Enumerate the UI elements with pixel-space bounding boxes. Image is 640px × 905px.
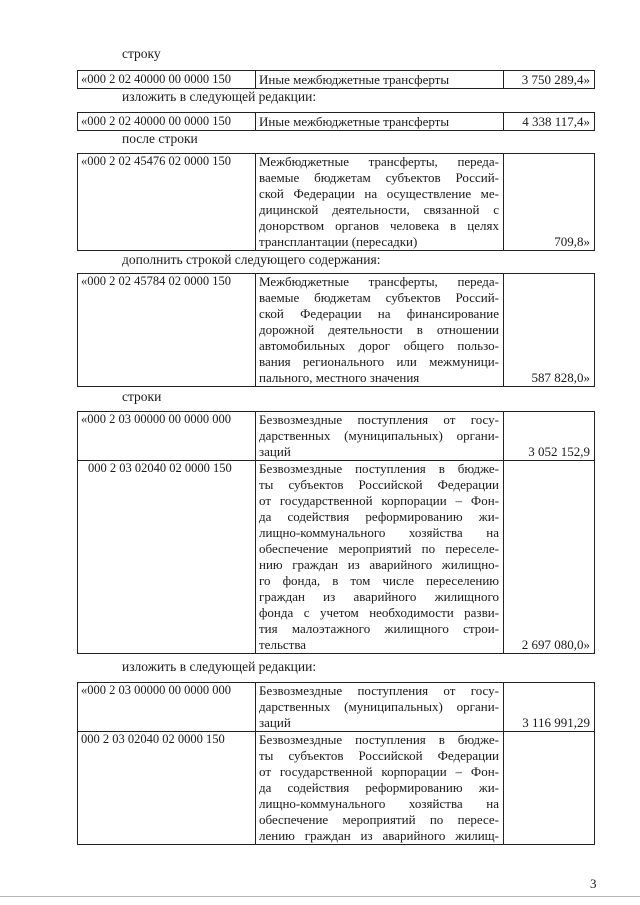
income-name-cell [256,274,504,387]
kbk-code-cell: «000 2 02 40000 00 0000 150 [78,113,256,131]
amount-cell: 587 828,0» [504,274,595,387]
name-line: автомобильных дорог общего пользо- [259,338,499,353]
name-line: тельства [259,637,307,652]
name-line: лищно-коммунального хозяйства на [259,525,499,540]
name-line: Безвозмездные поступления от госу- [259,683,499,698]
budget-table-3 [77,153,595,251]
kbk-code-cell: «000 2 03 00000 00 0000 000 [78,683,256,732]
name-line: ты субъектов Российской Федерации [259,477,499,492]
income-name-cell: Иные межбюджетные трансферты [256,71,504,89]
amount-cell: 3 052 152,9 [504,412,595,461]
name-line: лищно-коммунального хозяйства на [259,796,499,811]
name-line: Межбюджетные трансферты, переда- [259,274,499,289]
table-row [78,154,595,251]
name-line: Межбюджетные трансферты, переда- [259,154,499,169]
name-line: ской Федерации на осуществление ме- [259,186,499,201]
kbk-code-cell: 000 2 03 02040 02 0000 150 [78,461,256,654]
name-line: заций [259,715,291,730]
name-line: заций [259,444,291,459]
name-line: ской Федерации на финансирование [259,306,499,321]
table-row [78,412,595,461]
table-row [78,113,595,131]
amount-cell: 4 338 117,4» [504,113,595,131]
kbk-code-cell: «000 2 02 45476 02 0000 150 [78,154,256,251]
name-line: Безвозмездные поступления в бюдже- [259,461,499,476]
name-line: обеспечение мероприятий по пересе- [259,812,499,827]
kbk-code-cell: «000 2 02 40000 00 0000 150 [78,71,256,89]
name-line: ваемые бюджетам субъектов Россий- [259,170,499,185]
name-line: вания регионального или межмуници- [259,354,499,369]
name-line: граждан из аварийного жилищного [259,589,499,604]
name-line: дарственных (муниципальных) органи- [259,428,499,443]
name-line: обеспечение мероприятий по переселе- [259,541,499,556]
name-line: го фонда, в том числе переселению [259,573,499,588]
name-line: лению граждан из аварийного жилищ- [259,828,499,843]
name-line: да содействия реформированию жи- [259,780,499,795]
name-line: Безвозмездные поступления от госу- [259,412,499,427]
name-line: от государственной корпорации – Фон- [259,493,499,508]
name-line: дицинской деятельности, связанной с [259,202,499,217]
budget-table-6 [77,682,595,845]
name-line: ты субъектов Российской Федерации [259,748,499,763]
name-line: от государственной корпорации – Фон- [259,764,499,779]
kbk-code-cell: «000 2 03 00000 00 0000 000 [78,412,256,461]
name-line: дарственных (муниципальных) органи- [259,699,499,714]
name-line: донорством органов человека в целях [259,218,499,233]
table-row [78,683,595,732]
amount-cell: 3 750 289,4» [504,71,595,89]
name-line: да содействия реформированию жи- [259,509,499,524]
text-line-stroku: строку [122,46,161,61]
budget-table-1 [77,70,595,89]
text-line-izlozhit-2: изложить в следующей редакции: [122,659,317,674]
name-line: трансплантации (пересадки) [259,234,418,249]
name-line: тия малоэтажного жилищного строи- [259,621,499,636]
text-line-izlozhit: изложить в следующей редакции: [122,89,317,104]
income-name-cell [256,412,504,461]
budget-table-2 [77,112,595,131]
name-line: пального, местного значения [259,370,420,385]
amount-cell [504,732,595,845]
name-line: ваемые бюджетам субъектов Россий- [259,290,499,305]
income-name-cell [256,732,504,845]
name-line: фонда с учетом необходимости разви- [259,605,499,620]
text-line-stroki: строки [122,389,162,404]
scan-edge-divider [0,896,640,897]
kbk-code-cell: 000 2 03 02040 02 0000 150 [78,732,256,845]
name-line: Безвозмездные поступления в бюдже- [259,732,499,747]
name-line: дорожной деятельности в отношении [259,322,499,337]
kbk-code-cell: «000 2 02 45784 02 0000 150 [78,274,256,387]
income-name-cell [256,154,504,251]
name-line: нию граждан из аварийного жилищно- [259,557,499,572]
budget-table-4 [77,273,595,387]
table-row [78,274,595,387]
text-line-posle-stroki: после строки [122,131,198,146]
budget-table-5 [77,411,595,654]
table-row [78,461,595,654]
table-row [78,71,595,89]
income-name-cell [256,683,504,732]
amount-cell: 709,8» [504,154,595,251]
income-name-cell: Иные межбюджетные трансферты [256,113,504,131]
income-name-cell [256,461,504,654]
amount-cell: 2 697 080,0» [504,461,595,654]
amount-cell: 3 116 991,29 [504,683,595,732]
page-number: 3 [590,876,597,891]
table-row [78,732,595,845]
text-line-dopolnit: дополнить строкой следующего содержания: [122,252,381,267]
